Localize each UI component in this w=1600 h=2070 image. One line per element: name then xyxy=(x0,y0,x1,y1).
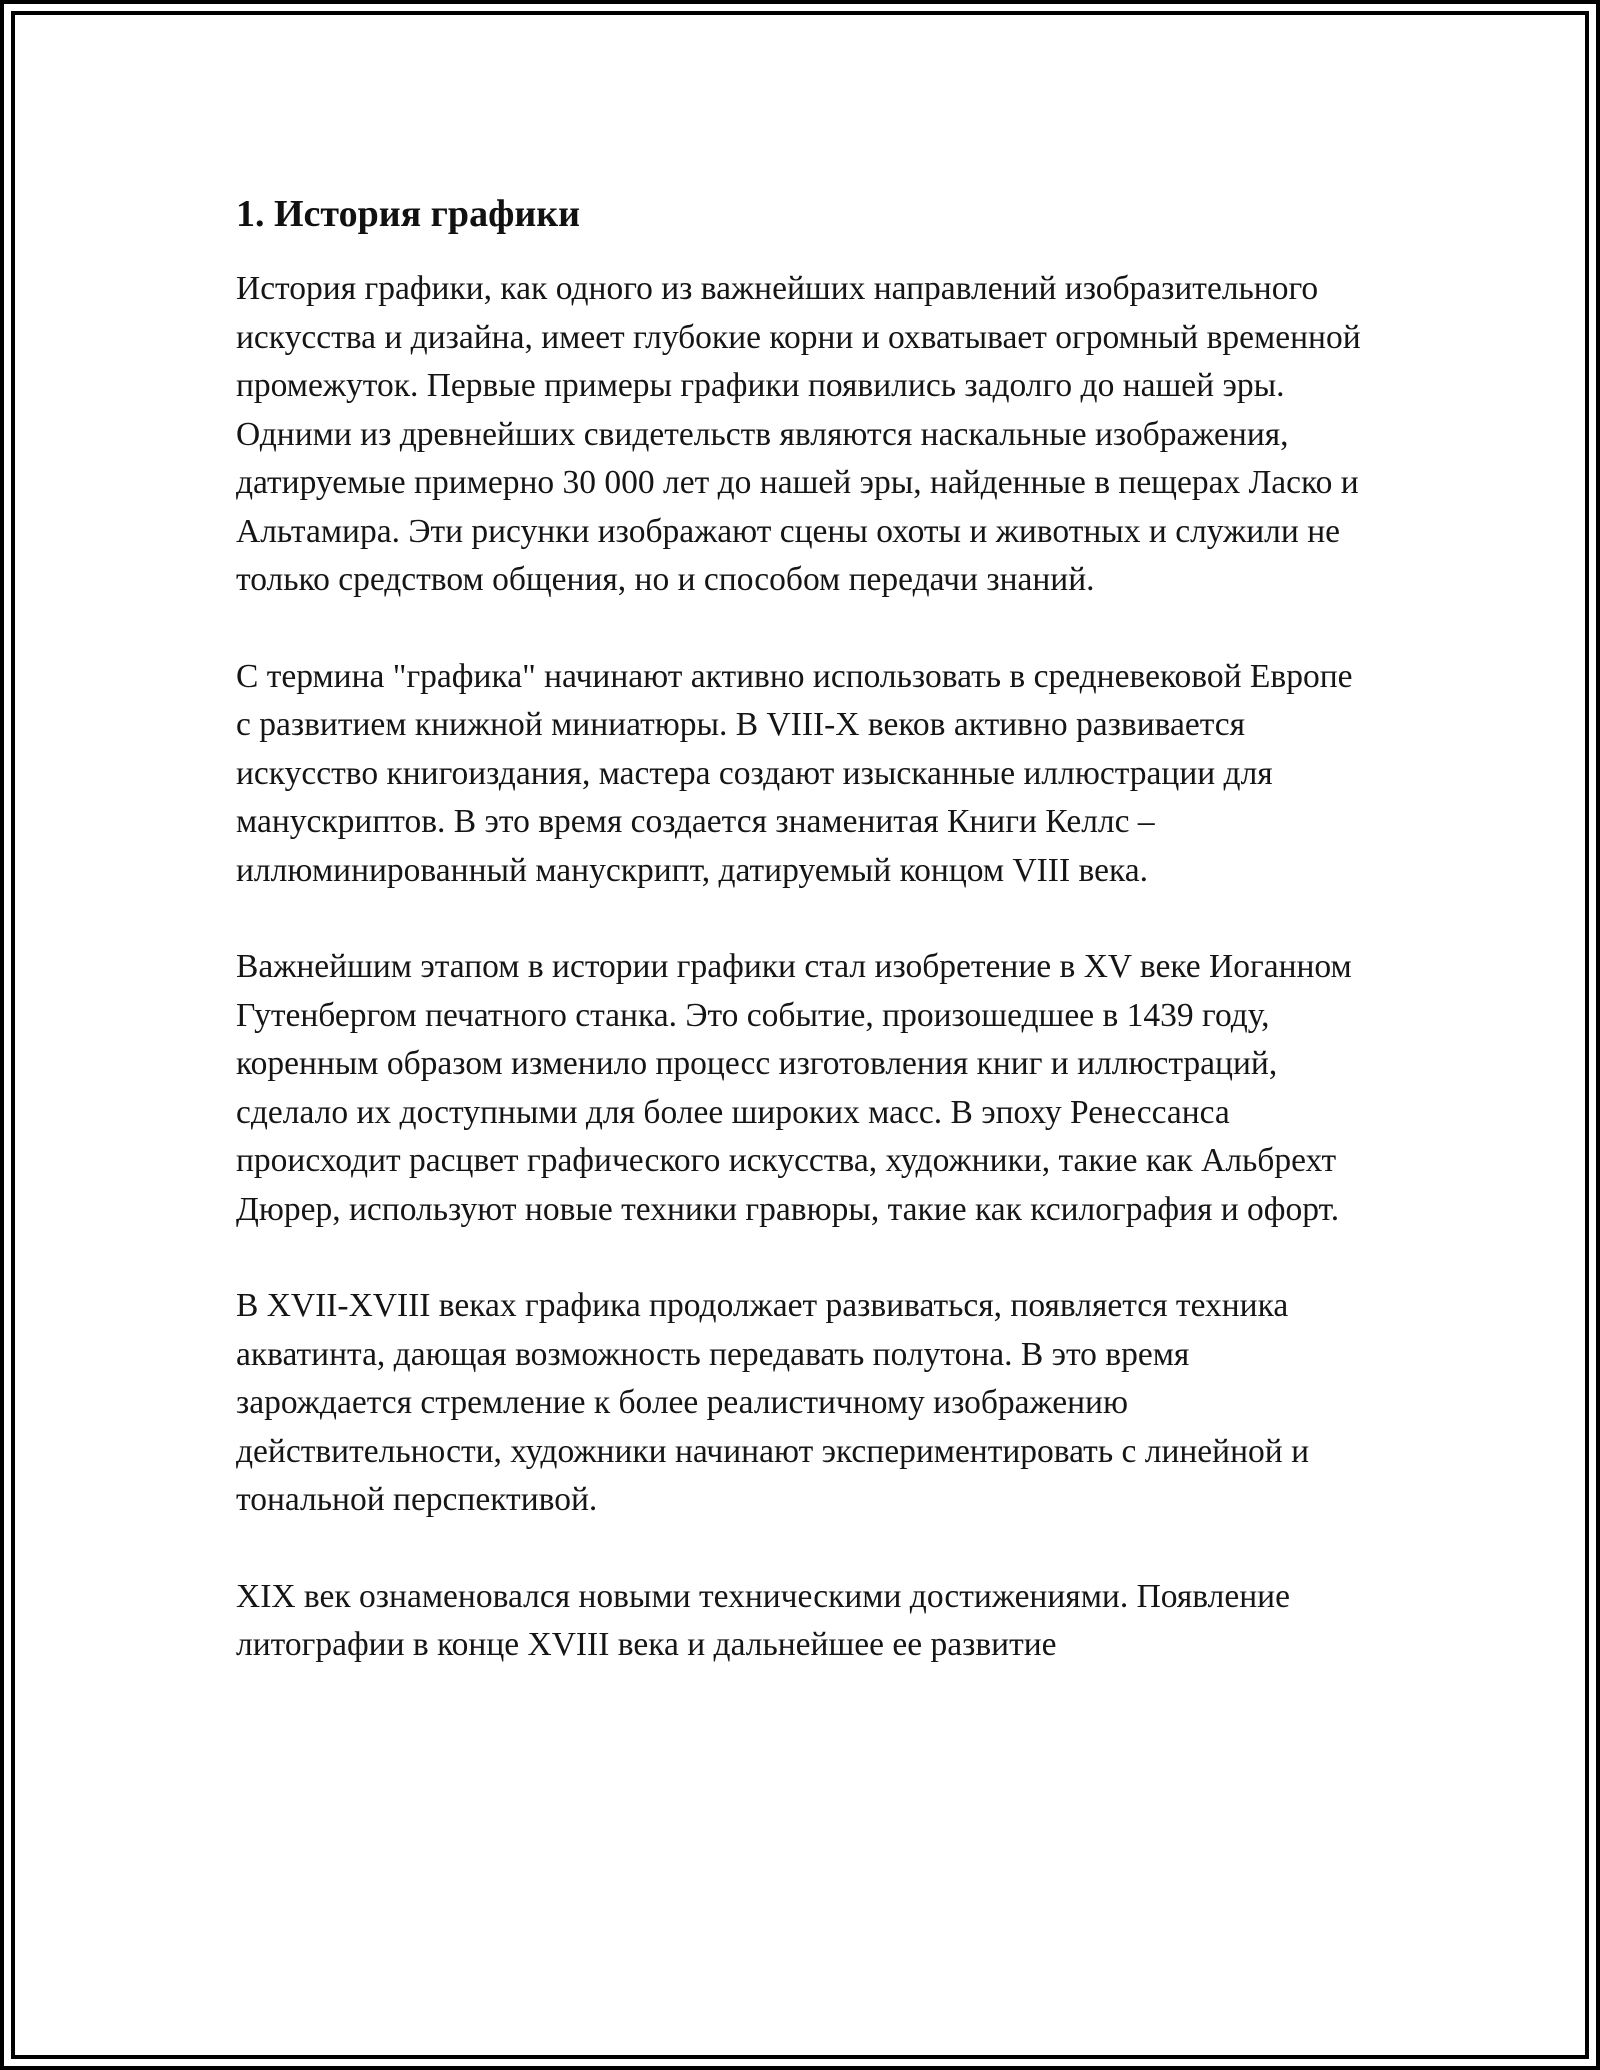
paragraph-printing-press: Важнейшим этапом в истории графики стал изобретение в XV веке Иоганном Гутенбергом печатного станка. Это событие, произошедшее в 1439 году, коренным образом изменило процесс изготовления книг и иллюстраций, сделало их доступными для более широких масс. В эпоху Ренессанса происходит расцвет графического искусства, художники, такие как Альбрехт Дюрер, используют новые техники гравюры, такие как ксилография и офорт. xyxy=(236,948,1352,1228)
paragraph-prehistoric-graphics: История графики, как одного из важнейших направлений изобразительного искусства и дизайна, имеет глубокие корни и охватывает огромный временной промежуток. Первые примеры графики появились задолго до нашей эры. Одними из древнейших свидетельств являются наскальные изображения, датируемые примерно 30 000 лет до нашей эры, найденные в пещерах Ласко и Альтамира. Эти рисунки изображают сцены охоты и животных и служили не только средством общения, но и способом передачи знаний. xyxy=(236,270,1361,598)
section-heading: 1. История графики xyxy=(236,193,581,235)
paragraph-17-18-centuries: В XVII-XVIII веках графика продолжает развиваться, появляется техника акватинта, дающая возможность передавать полутона. В это время зарождается стремление к более реалистичному изображению действительности, художники начинают экспериментировать с линейной и тональной перспективой. xyxy=(236,1287,1309,1518)
paragraph-medieval-graphics: С термина "графика" начинают активно использовать в средневековой Европе с развитием книжной миниатюры. В VIII-X веков активно развивается искусство книгоиздания, мастера создают изысканные иллюстрации для манускриптов. В это время создается знаменитая Книги Келлс – иллюминированный манускрипт, датируемый концом VIII века. xyxy=(236,657,1353,889)
paragraph-19-century: XIX век ознаменовался новыми техническими достижениями. Появление литографии в конце XVIII века и дальнейшее ее развитие xyxy=(236,1577,1290,1663)
document-body xyxy=(236,187,1364,1670)
